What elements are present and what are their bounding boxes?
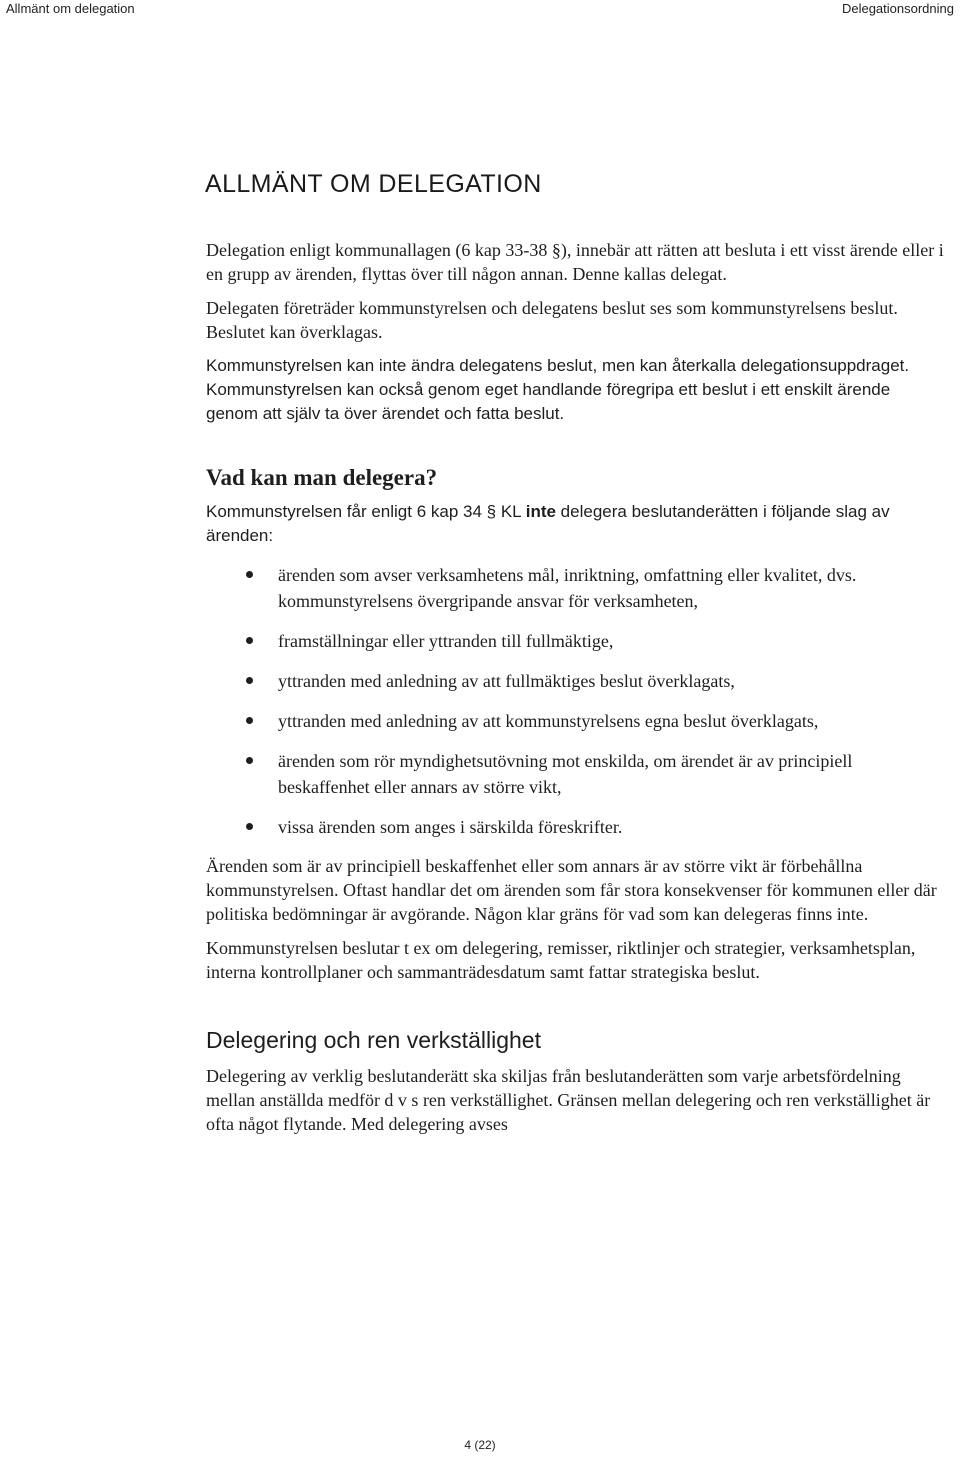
list-item-text: yttranden med anledning av att kommunstyrelsens egna beslut överklagats, — [278, 711, 819, 731]
list-item — [206, 814, 946, 840]
list-item — [206, 628, 946, 654]
section1-paragraph-after-list: Ärenden som är av principiell beskaffenhet eller som annars är av större vikt är förbehållna kommunstyrelsen. Oftast handlar det om ärenden som får stora konsekvenser för kommunen eller där politiska bedömningar är avgörande. Någon klar gräns för vad som kan delegeras finns inte. — [206, 856, 937, 924]
section1-paragraph-last: Kommunstyrelsen beslutar t ex om delegering, remisser, riktlinjer och strategier, verksamhetsplan, interna kontrollplaner och sammanträdesdatum samt fattar strategiska beslut. — [206, 938, 916, 982]
section-heading-vad-kan-man-delegera: Vad kan man delegera? — [206, 465, 438, 490]
non-delegable-list — [206, 562, 946, 840]
list-item — [206, 668, 946, 694]
bullet-icon — [246, 823, 253, 830]
list-item-text: framställningar eller yttranden till fullmäktige, — [278, 631, 614, 651]
list-item-text: ärenden som rör myndighetsutövning mot enskilda, om ärendet är av principiell beskaffenhet eller annars av större vikt, — [278, 751, 853, 797]
list-item-text: yttranden med anledning av att fullmäktiges beslut överklagats, — [278, 671, 735, 691]
lead-emphasis: inte — [525, 502, 556, 521]
document-body — [206, 238, 946, 1146]
lead-text-after: delegera beslutanderätten i följande slag av ärenden: — [206, 502, 890, 545]
bullet-icon — [246, 757, 253, 764]
list-item-text: vissa ärenden som anges i särskilda föreskrifter. — [278, 817, 623, 837]
page-title: ALLMÄNT OM DELEGATION — [205, 170, 542, 198]
running-header — [0, 0, 960, 22]
intro-paragraph-3: Kommunstyrelsen kan inte ändra delegatens beslut, men kan återkalla delegationsuppdraget. Kommunstyrelsen kan också genom eget handlande föregripa ett beslut i ett enskilt ärende genom att själv ta över ärendet och fatta beslut. — [206, 356, 910, 423]
intro-paragraph-1: Delegation enligt kommunallagen (6 kap 33-38 §), innebär att rätten att besluta i ett visst ärende eller i en grupp av ärenden, flyttas över till någon annan. Denne kallas delegat. — [206, 240, 944, 284]
bullet-icon — [246, 571, 253, 578]
intro-paragraph-2: Delegaten företräder kommunstyrelsen och delegatens beslut ses som kommunstyrelsens beslut. Beslutet kan överklagas. — [206, 298, 898, 342]
list-item — [206, 708, 946, 734]
header-section-title: Allmänt om delegation — [6, 1, 135, 16]
section2-paragraph-1: Delegering av verklig beslutanderätt ska skiljas från beslutanderätten som varje arbetsfördelning mellan anställda medför d v s ren verkställighet. Gränsen mellan delegering och ren verkställighet är ofta något flytande. Med delegering avses — [206, 1066, 931, 1134]
bullet-icon — [246, 677, 253, 684]
list-item — [206, 562, 946, 614]
bullet-icon — [246, 717, 253, 724]
page-number: 4 (22) — [464, 1438, 496, 1452]
list-item — [206, 748, 946, 800]
header-document-title: Delegationsordning — [841, 1, 954, 16]
bullet-icon — [246, 637, 253, 644]
section1-lead-paragraph — [206, 500, 946, 548]
section-heading-delegering-och-ren-verkstallighet: Delegering och ren verkställighet — [206, 1027, 541, 1053]
list-item-text: ärenden som avser verksamhetens mål, inriktning, omfattning eller kvalitet, dvs. kommunstyrelsens övergripande ansvar för verksamheten, — [278, 565, 857, 611]
lead-text-before: Kommunstyrelsen får enligt 6 kap 34 § KL — [206, 502, 526, 521]
